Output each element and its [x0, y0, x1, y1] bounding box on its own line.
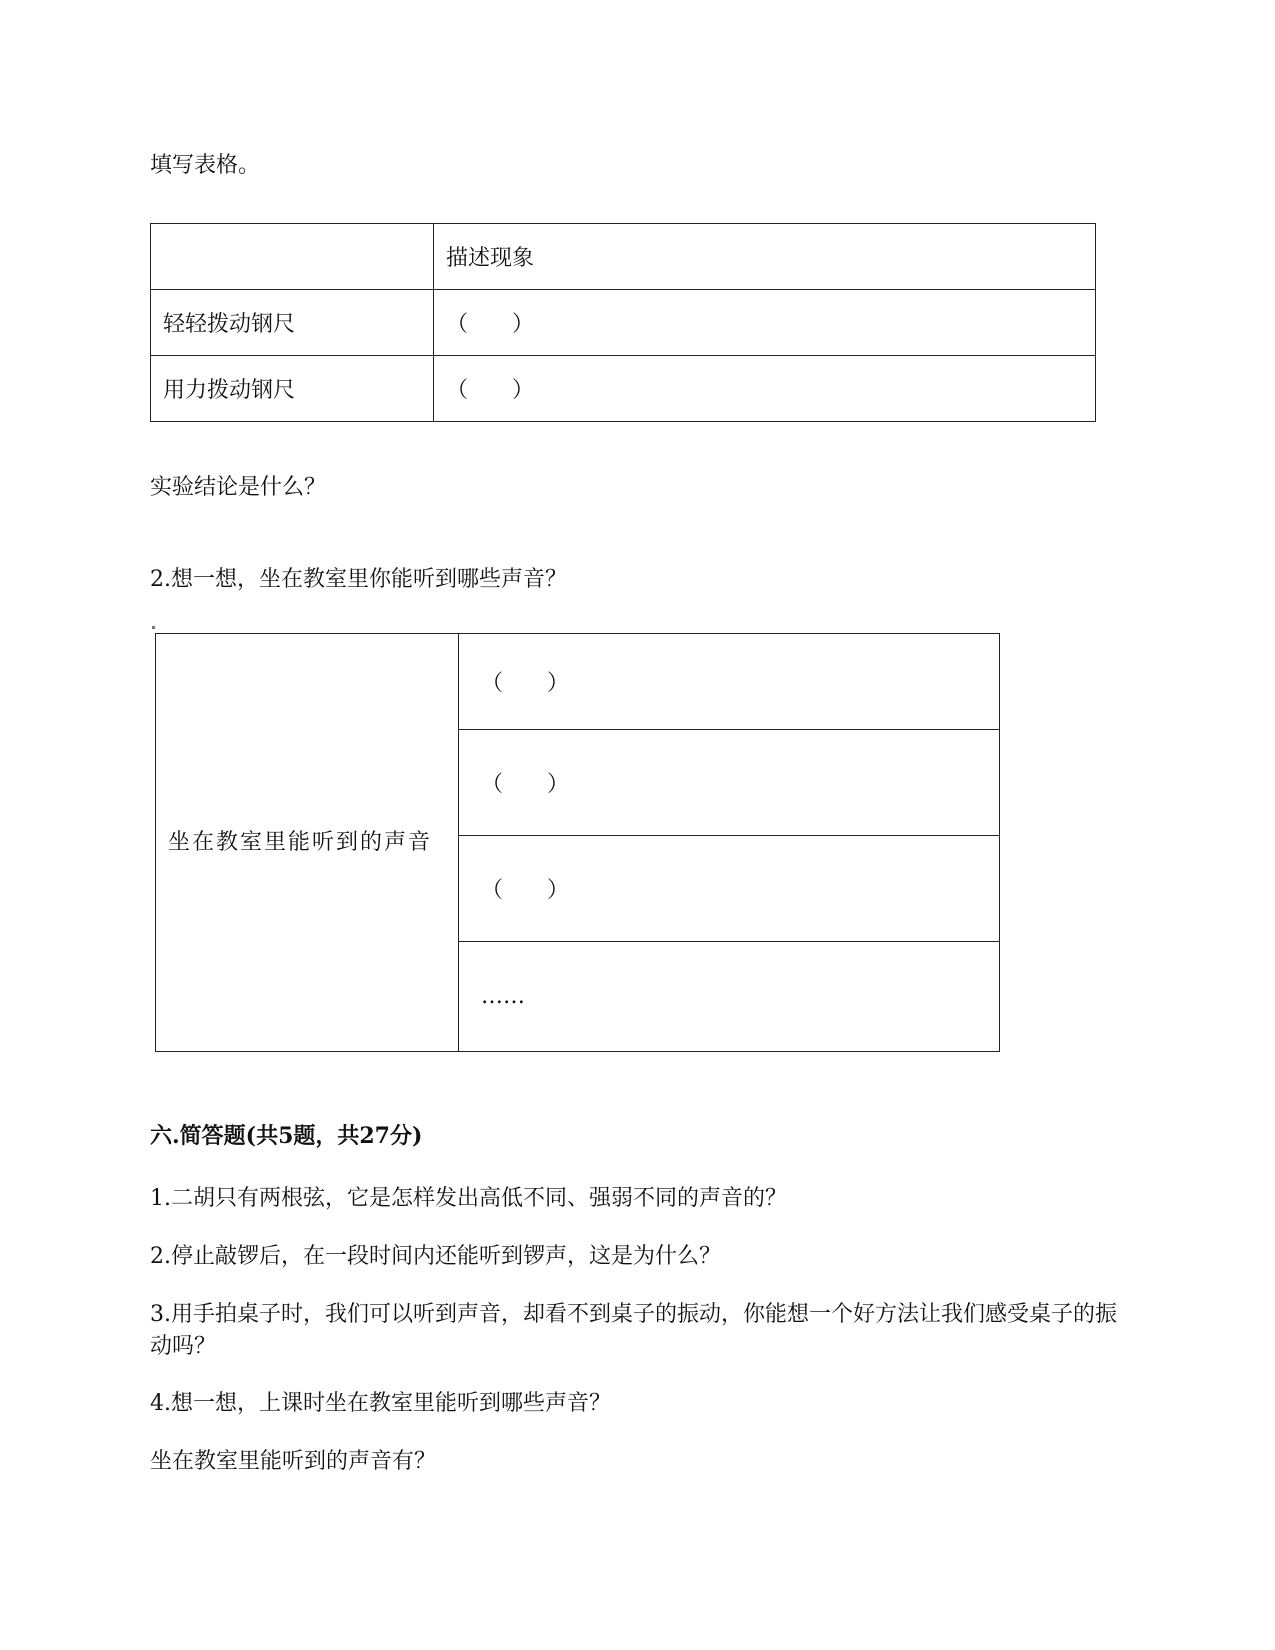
table-header-cell — [151, 224, 434, 290]
intro-text: 填写表格。 — [150, 153, 261, 178]
follow-up-question: 坐在教室里能听到的声音有？ — [150, 1449, 437, 1474]
table-row — [151, 290, 1096, 356]
table-row — [151, 356, 1096, 422]
answer-blank[interactable]: （ ） — [459, 634, 1000, 730]
table-row — [156, 634, 1000, 730]
question-item: 2.停止敲锣后，在一段时间内还能听到锣声，这是为什么？ — [150, 1244, 721, 1269]
answer-blank[interactable]: （ ） — [459, 730, 1000, 836]
classroom-sounds-table — [155, 633, 1000, 1052]
table-header-cell: 描述现象 — [434, 224, 1096, 290]
anchor-mark — [152, 626, 155, 629]
row-label: 用力拨动钢尺 — [151, 356, 434, 422]
conclusion-question: 实验结论是什么？ — [150, 475, 327, 500]
question-2: 2.想一想，坐在教室里你能听到哪些声音？ — [150, 567, 567, 592]
section-title: 六.简答题(共5题，共27分) — [150, 1123, 423, 1149]
phenomenon-table — [150, 223, 1096, 422]
question-item: 3.用手拍桌子时，我们可以听到声音，却看不到桌子的振动，你能想一个好方法让我们感受桌子的振动吗？ — [150, 1302, 1117, 1359]
question-item: 4.想一想，上课时坐在教室里能听到哪些声音？ — [150, 1391, 611, 1416]
answer-blank[interactable]: （ ） — [459, 836, 1000, 942]
row-label: 轻轻拨动钢尺 — [151, 290, 434, 356]
ellipsis-cell: …… — [459, 942, 1000, 1052]
answer-blank[interactable]: （ ） — [434, 356, 1096, 422]
answer-blank[interactable]: （ ） — [434, 290, 1096, 356]
row-label: 坐在教室里能听到的声音 — [156, 634, 459, 1052]
table-header-row — [151, 224, 1096, 290]
question-item: 1.二胡只有两根弦，它是怎样发出高低不同、强弱不同的声音的？ — [150, 1186, 787, 1211]
